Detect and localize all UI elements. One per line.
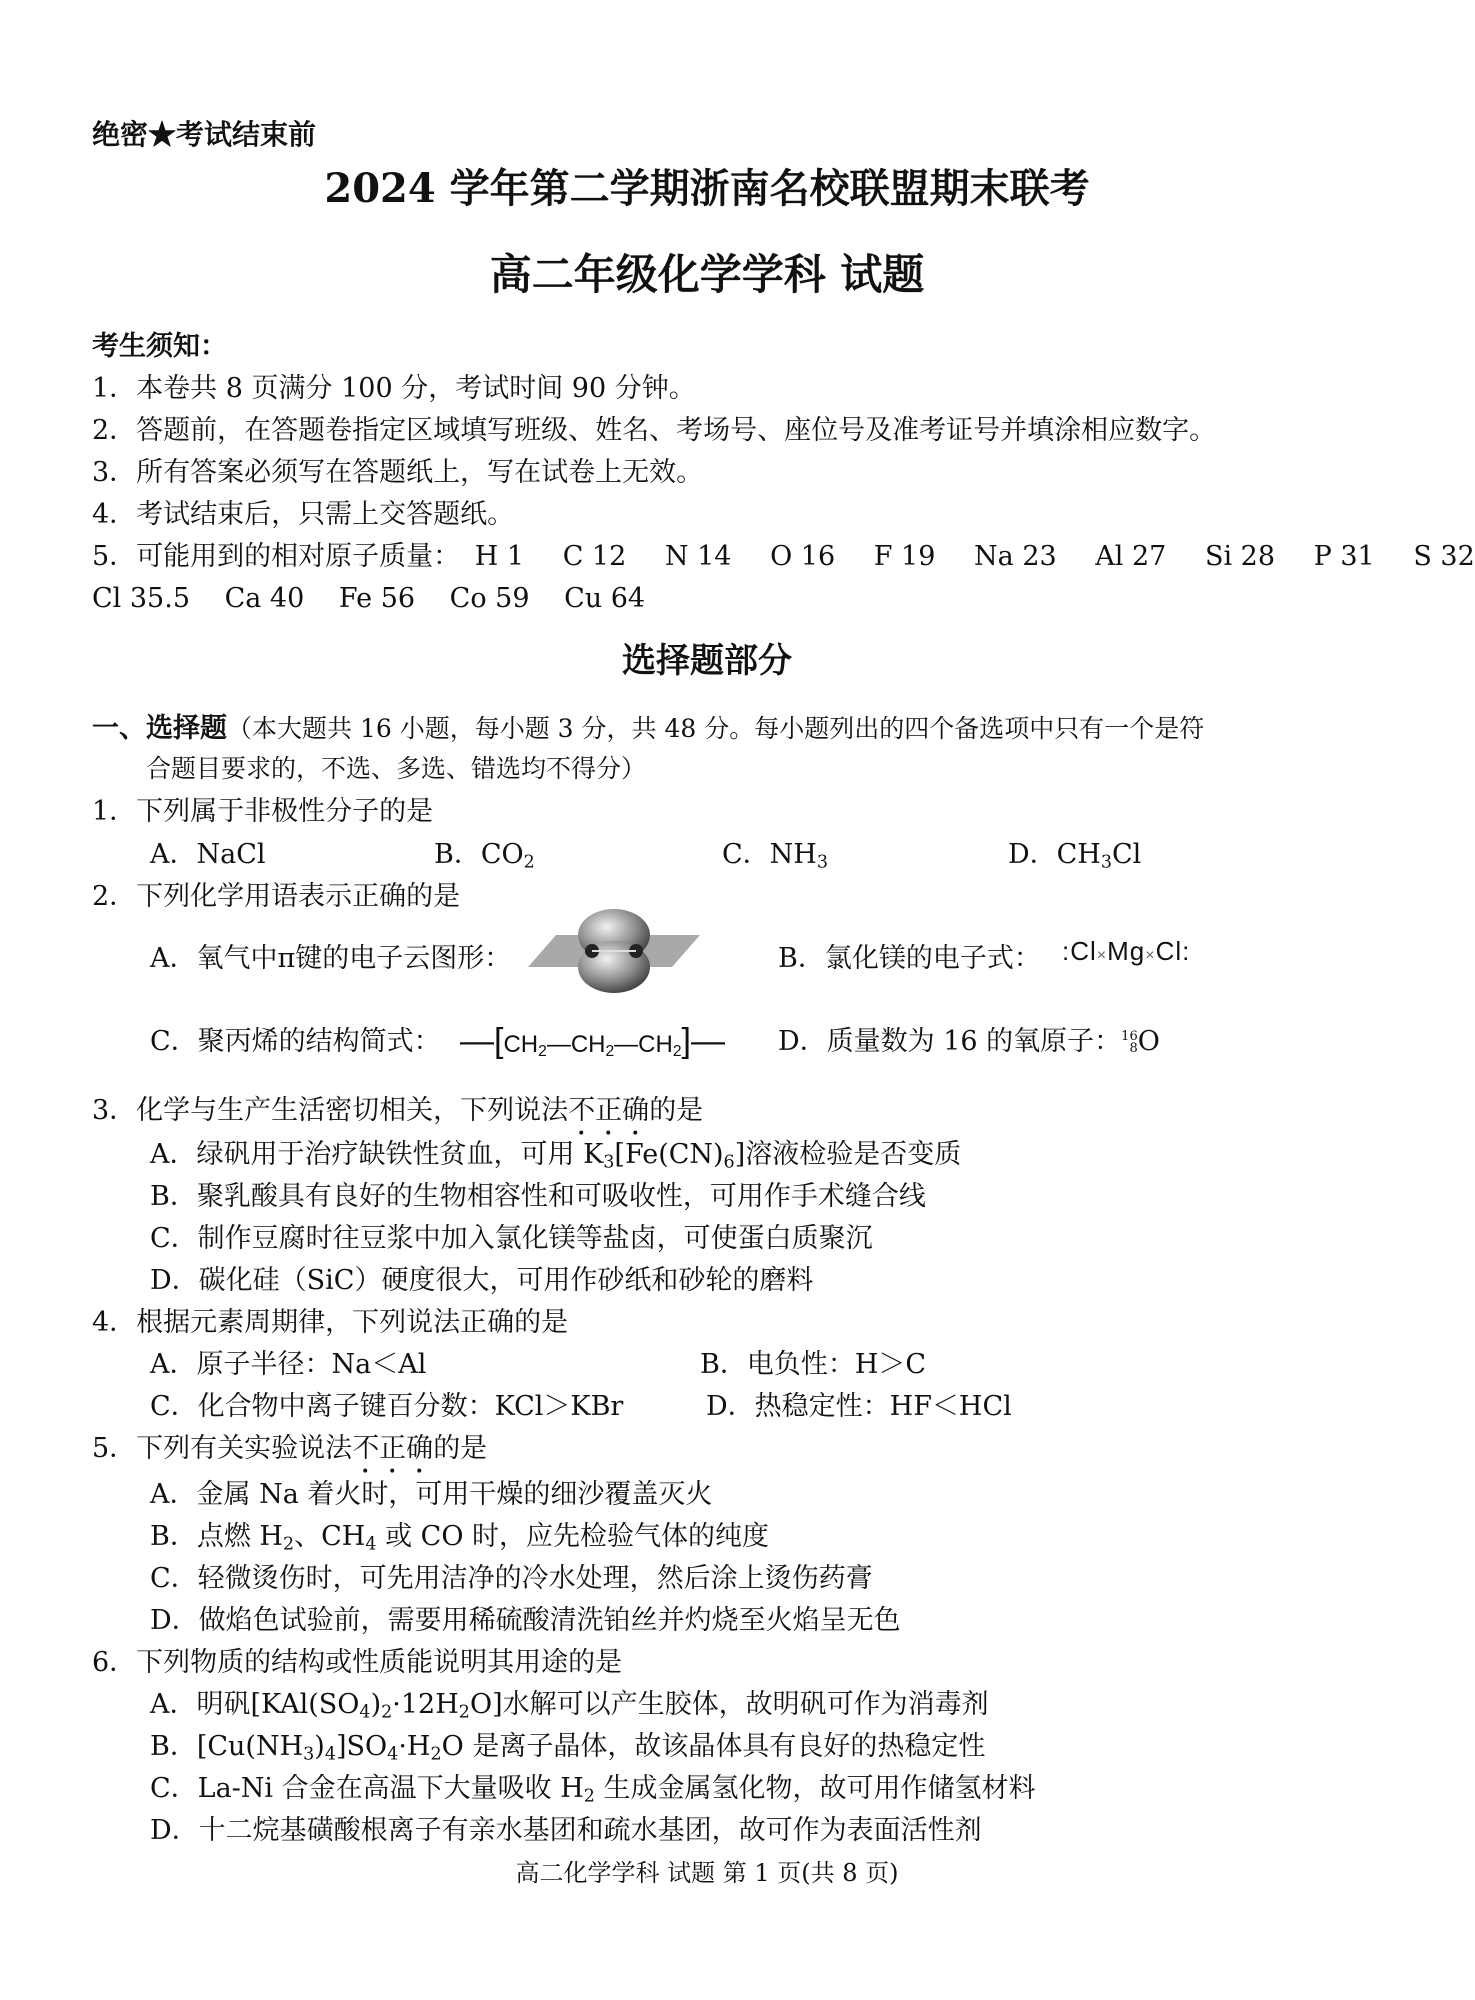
mass-item: Na 23 bbox=[974, 541, 1057, 572]
part1-heading bbox=[92, 712, 1204, 746]
atomic-mass-label: 5．可能用到的相对原子质量： bbox=[92, 541, 461, 572]
q4-option-a: A．原子半径：Na＜Al bbox=[150, 1349, 427, 1380]
part1-label: 一、选择题 bbox=[92, 713, 227, 744]
q2-option-d: D．质量数为 16 的氧原子： 16 8 O bbox=[778, 1026, 1160, 1057]
page-footer: 高二化学学科 试题 第 1 页(共 8 页) bbox=[515, 1859, 899, 1887]
q5-option-b: B．点燃 $H_2$、$CH_4$ 或 CO 时，应先检验气体的纯度 bbox=[150, 1521, 770, 1555]
mass-item: Si 28 bbox=[1204, 541, 1276, 572]
q3-option-c: C．制作豆腐时往豆浆中加入氯化镁等盐卤，可使蛋白质聚沉 bbox=[150, 1223, 873, 1254]
q1-option-b: B．$CO_2$ bbox=[434, 839, 535, 873]
mass-item: N 14 bbox=[664, 541, 732, 572]
q3-option-d: D．碳化硅（SiC）硬度很大，可用作砂纸和砂轮的磨料 bbox=[150, 1265, 814, 1296]
q3-option-b: B．聚乳酸具有良好的生物相容性和可吸收性，可用作手术缝合线 bbox=[150, 1181, 926, 1212]
notice-item: 2．答题前，在答题卷指定区域填写班级、姓名、考场号、座位号及准考证号并填涂相应数字。 bbox=[92, 415, 1217, 446]
q1-option-a: A．NaCl bbox=[150, 839, 266, 870]
secret-label: 绝密★考试结束前 bbox=[92, 118, 317, 151]
q4-option-d: D．热稳定性：HF＜HCl bbox=[706, 1391, 1012, 1422]
q6-option-a: A．明矾$[KAl(SO_4)_2\cdot 12H_2O]$水解可以产生胶体，故明矾可作为消毒剂 bbox=[150, 1689, 989, 1723]
q2-option-c: C．聚丙烯的结构简式： bbox=[150, 1026, 441, 1057]
q5-option-c: C．轻微烫伤时，可先用洁净的冷水处理，然后涂上烫伤药膏 bbox=[150, 1563, 873, 1594]
mgcl2-electron-formula: :Cl×Mg×Cl: bbox=[1062, 936, 1191, 966]
part1-desc-2: 合题目要求的，不选、多选、错选均不得分） bbox=[146, 754, 647, 783]
q3-option-a: A．绿矾用于治疗缺铁性贫血，可用 $K_3[Fe(CN)_6]$溶液检验是否变质 bbox=[150, 1139, 962, 1173]
q5-stem: 5．下列有关实验说法不正确的是 bbox=[92, 1433, 488, 1464]
mass-item: H 1 bbox=[474, 541, 525, 572]
exam-title: 2024 学年第二学期浙南名校联盟期末联考 bbox=[324, 165, 1090, 212]
mass-item: O 16 bbox=[770, 541, 836, 572]
notice-item: 4．考试结束后，只需上交答题纸。 bbox=[92, 499, 515, 530]
q6-option-d: D．十二烷基磺酸根离子有亲水基团和疏水基团，故可作为表面活性剂 bbox=[150, 1815, 982, 1846]
mass-item: Cu 64 bbox=[564, 583, 646, 614]
mass-item: Ca 40 bbox=[224, 583, 305, 614]
q2-option-b: B．氯化镁的电子式： bbox=[778, 943, 1041, 974]
mass-item: Co 59 bbox=[449, 583, 530, 614]
q1-stem: 1．下列属于非极性分子的是 bbox=[92, 796, 434, 827]
atomic-mass-row-2 bbox=[92, 582, 645, 616]
notice-item: 1．本卷共 8 页满分 100 分，考试时间 90 分钟。 bbox=[92, 373, 696, 404]
part1-desc: （本大题共 16 小题，每小题 3 分，共 48 分。每小题列出的四个备选项中只有一个是符 bbox=[227, 714, 1205, 743]
isotope-notation: 16 8 bbox=[1121, 1028, 1138, 1056]
mass-item: P 31 bbox=[1313, 541, 1375, 572]
q2-option-a: A．氧气中π键的电子云图形： bbox=[150, 943, 512, 974]
mass-item: F 19 bbox=[873, 541, 936, 572]
q6-option-c: C．La-Ni 合金在高温下大量吸收 $H_2$ 生成金属氢化物，故可用作储氢材料 bbox=[150, 1773, 1036, 1807]
q4-option-c: C．化合物中离子键百分数：KCl＞KBr bbox=[150, 1391, 624, 1422]
q3-stem: 3．化学与生产生活密切相关，下列说法不正确的是 bbox=[92, 1095, 704, 1126]
q4-option-b: B．电负性：H＞C bbox=[700, 1349, 927, 1380]
mass-item: Al 27 bbox=[1095, 541, 1167, 572]
pi-bond-cloud-figure bbox=[528, 905, 700, 997]
mass-item: S 32 bbox=[1413, 541, 1475, 572]
section-title: 选择题部分 bbox=[622, 641, 792, 681]
q1-option-c: C．$NH_3$ bbox=[722, 839, 828, 873]
notice-heading: 考生须知： bbox=[92, 331, 227, 362]
q5-option-d: D．做焰色试验前，需要用稀硫酸清洗铂丝并灼烧至火焰呈无色 bbox=[150, 1605, 901, 1636]
q5-option-a: A．金属 Na 着火时，可用干燥的细沙覆盖灭火 bbox=[150, 1479, 713, 1510]
exam-subtitle: 高二年级化学学科 试题 bbox=[489, 250, 925, 299]
q1-option-d: D．$CH_3Cl$ bbox=[1008, 839, 1142, 873]
polypropylene-structure: $—[CH_2—CH_2—CH_2]—$ bbox=[460, 1022, 725, 1060]
atomic-mass-row bbox=[92, 540, 1475, 574]
q2-stem: 2．下列化学用语表示正确的是 bbox=[92, 881, 461, 912]
notice-item: 3．所有答案必须写在答题纸上，写在试卷上无效。 bbox=[92, 457, 704, 488]
mass-item: Cl 35.5 bbox=[92, 583, 190, 614]
q4-stem: 4．根据元素周期律，下列说法正确的是 bbox=[92, 1307, 569, 1338]
q6-option-b: B．$[Cu(NH_3)_4]SO_4\cdot H_2O$ 是离子晶体，故该晶体具有良好的热稳定性 bbox=[150, 1731, 986, 1765]
mass-item: Fe 56 bbox=[338, 583, 416, 614]
mass-item: C 12 bbox=[562, 541, 627, 572]
q6-stem: 6．下列物质的结构或性质能说明其用途的是 bbox=[92, 1647, 623, 1678]
